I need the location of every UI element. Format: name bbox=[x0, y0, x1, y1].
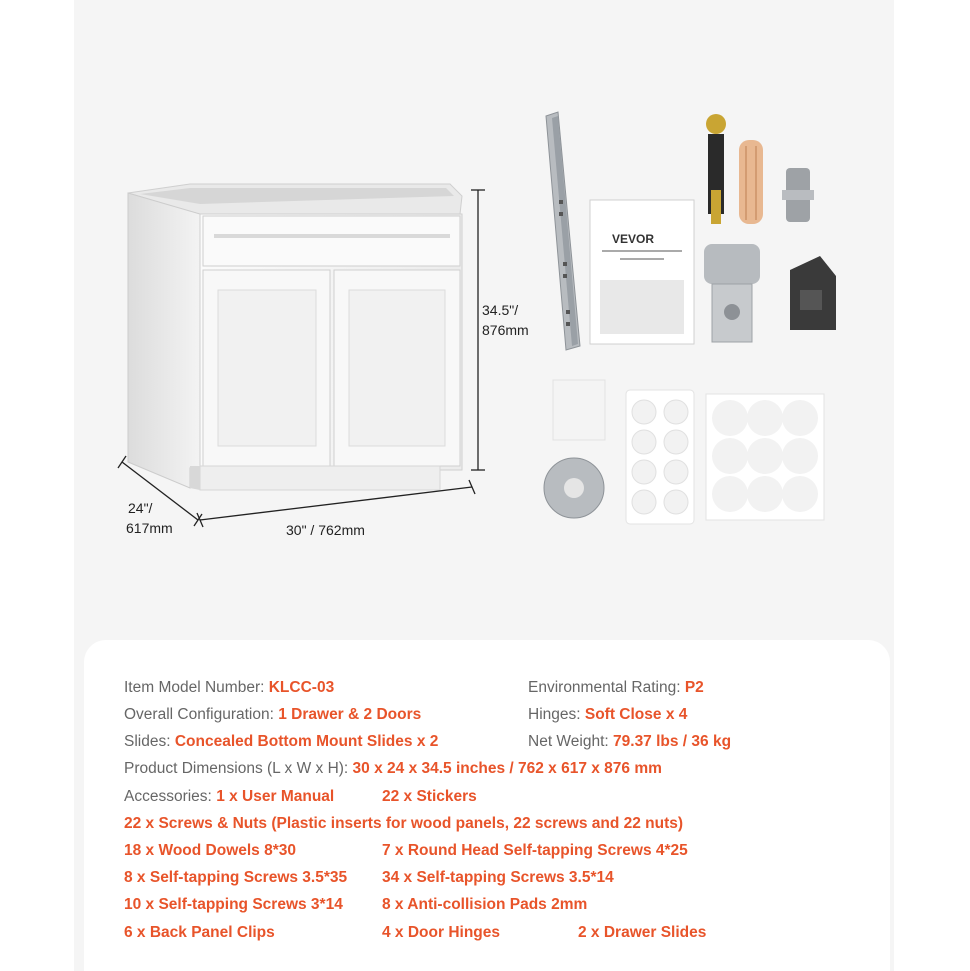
accessory-item: 18 x Wood Dowels 8*30 bbox=[124, 842, 296, 859]
spec-config bbox=[124, 705, 421, 725]
height-dimension-in: 34.5"/ bbox=[482, 302, 519, 318]
spec-hinges-value: Soft Close x 4 bbox=[584, 706, 688, 723]
spec-config-label: Overall Configuration: bbox=[124, 706, 274, 723]
accessory-item: 1 x User Manual bbox=[216, 788, 335, 805]
anti-collision-pads-image bbox=[626, 390, 694, 524]
accessory-item: 8 x Anti-collision Pads 2mm bbox=[382, 896, 588, 913]
spec-model-value: KLCC-03 bbox=[268, 679, 335, 696]
user-manual-image bbox=[590, 200, 694, 344]
metal-fitting-image bbox=[782, 168, 814, 222]
spec-accessories bbox=[124, 787, 334, 807]
drawer-slide-image bbox=[546, 112, 580, 350]
accessory-item: 6 x Back Panel Clips bbox=[124, 924, 275, 941]
back-panel-clip-image bbox=[790, 256, 836, 330]
manual-brand: VEVOR bbox=[612, 232, 655, 246]
drill-template-image bbox=[544, 458, 604, 518]
round-stickers-image bbox=[706, 394, 824, 520]
sticker-sheet-image bbox=[553, 380, 605, 440]
spec-env bbox=[528, 678, 704, 698]
spec-slides-label: Slides: bbox=[124, 733, 171, 750]
spec-model-label: Item Model Number: bbox=[124, 679, 265, 696]
screw-nut-image bbox=[706, 114, 726, 224]
spec-dimensions-value: 30 x 24 x 34.5 inches / 762 x 617 x 876 mm bbox=[352, 760, 662, 777]
spec-accessories-label: Accessories: bbox=[124, 788, 212, 805]
width-dimension: 30" / 762mm bbox=[286, 522, 365, 538]
spec-weight-label: Net Weight: bbox=[528, 733, 609, 750]
accessory-item: 22 x Stickers bbox=[382, 788, 477, 805]
accessory-item: 10 x Self-tapping Screws 3*14 bbox=[124, 896, 343, 913]
spec-slides-value: Concealed Bottom Mount Slides x 2 bbox=[174, 733, 439, 750]
spec-env-label: Environmental Rating: bbox=[528, 679, 681, 696]
height-dimension-mm: 876mm bbox=[482, 322, 529, 338]
wood-dowel-image bbox=[739, 140, 763, 224]
accessory-item: 4 x Door Hinges bbox=[382, 924, 500, 941]
spec-config-value: 1 Drawer & 2 Doors bbox=[278, 706, 422, 723]
accessory-item: 22 x Screws & Nuts (Plastic inserts for wood panels, 22 screws and 22 nuts) bbox=[124, 815, 684, 832]
spec-weight bbox=[528, 732, 731, 752]
accessory-item: 2 x Drawer Slides bbox=[578, 924, 707, 941]
accessory-item: 34 x Self-tapping Screws 3.5*14 bbox=[382, 869, 614, 886]
spec-weight-value: 79.37 lbs / 36 kg bbox=[613, 733, 732, 750]
spec-slides bbox=[124, 732, 438, 752]
spec-env-value: P2 bbox=[684, 679, 704, 696]
accessory-item: 8 x Self-tapping Screws 3.5*35 bbox=[124, 869, 348, 886]
door-hinge-image bbox=[704, 244, 760, 342]
spec-model bbox=[124, 678, 334, 698]
spec-hinges-label: Hinges: bbox=[528, 706, 581, 723]
depth-dimension-mm: 617mm bbox=[126, 520, 173, 536]
depth-dimension-in: 24"/ bbox=[128, 500, 153, 516]
spec-dimensions-label: Product Dimensions (L x W x H): bbox=[124, 760, 349, 777]
spec-hinges bbox=[528, 705, 687, 725]
spec-dimensions bbox=[124, 759, 662, 779]
accessory-item: 7 x Round Head Self-tapping Screws 4*25 bbox=[382, 842, 688, 859]
